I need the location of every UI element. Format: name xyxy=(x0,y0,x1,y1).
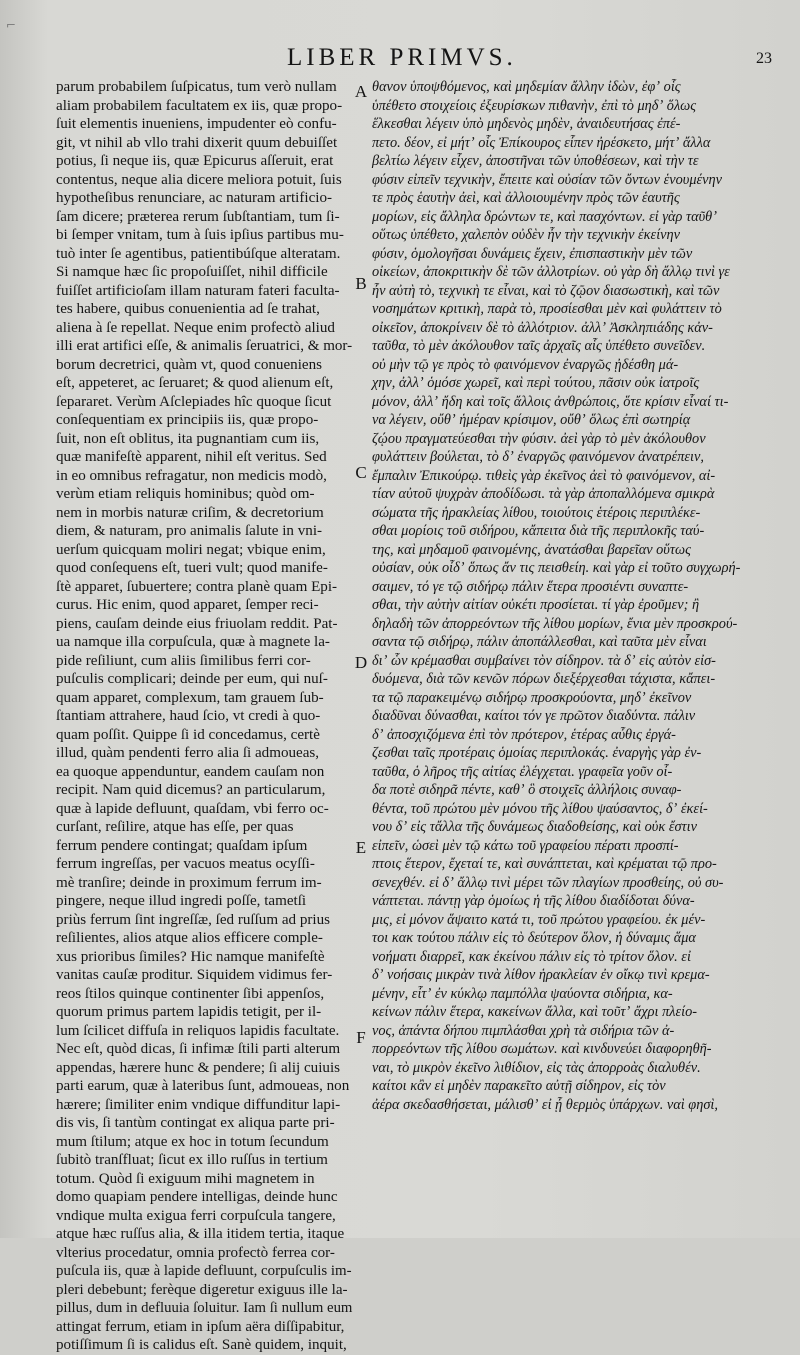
latin-text-line: dis vis, ſi tantùm contingat ex aliqua parte pri- xyxy=(56,1114,335,1131)
greek-text-line: βελτίω λέγειν εἶχεν, ἀποστῆναι τῶν ὑποθέσεων, καὶ τὴν τε xyxy=(372,153,699,169)
latin-text-line: fuiſſet artificioſam illam naturam fateri faculta- xyxy=(56,281,340,299)
latin-text-line: mum ſtilum; atque ex hoc in totum ſecundum xyxy=(56,1132,329,1150)
greek-text-line: φύσιν, ὁμολογῆσαι δυνάμεις ἔχειν, ἐπισπαστικὴν μὲν τῶν xyxy=(372,245,693,262)
latin-text-line: git, vt nihil ab vllo trahi dixerit quum debuiſſet xyxy=(56,133,338,151)
margin-letter: B xyxy=(355,274,367,293)
greek-text-line: τε πρὸς ἑαυτὴν ἀεὶ, καὶ ἀλλοιουμένην πρὸς τῶν ἑαυτῆς xyxy=(372,190,680,206)
greek-text-line: μορίων, εἰς ἄλληλα δρώντων τε, καὶ πασχόντων. εἰ γὰρ ταῦθʼ xyxy=(372,208,717,225)
latin-text-line: quæ à lapide defluunt, quaſdam, vbi ferro oc- xyxy=(56,799,329,817)
greek-text-line: νοήματι διαρρεῖ, κακ ἐκείνου πάλιν εἰς τὸ τρίτον ὅλον. εἰ xyxy=(372,948,691,965)
latin-text-line: diem, & naturam, pro animalis ſalute in vni- xyxy=(56,522,323,539)
greek-text-line: χην, ἀλλʼ ὁμόσε χωρεῖ, καὶ περὶ τούτου, πᾶσιν οὐκ ἰατροῖς xyxy=(372,375,700,391)
greek-text-line: νος, ἀπάντα δήπου πιμπλάσθαι χρὴ τὰ σιδήρια τῶν ἀ- xyxy=(372,1022,675,1039)
greek-text-line: δʼ ἀποσχιζόμενα ἐπὶ τὸν πρότερον, ἑτέρας αὖθις ἐργά- xyxy=(372,726,676,743)
greek-text-line: διαδῦναι δύνασθαι, καίτοι τόν γε πρῶτον διαδύντα. πάλιν xyxy=(372,708,696,724)
margin-letter: A xyxy=(354,82,368,101)
greek-text-line: θανον ὑποψθόμενος, καὶ μηδεμίαν ἄλλην ἰδὼν, ἐφʼ οἷς xyxy=(372,79,681,95)
latin-text-line: tes habere, quibus conuenientia ad ſe trahat, xyxy=(56,300,320,317)
greek-text-line: ταῦθα, ὁ λῆρος τῆς αἰτίας ἐλέγχεται. γραφεῖα γοῦν οἶ- xyxy=(372,763,673,780)
greek-text-line: να λέγειν, οὔθʼ ἡμέραν κρίσιμον, οὔθʼ ὅλως ἐπὶ σωτηρίᾳ xyxy=(372,412,691,428)
greek-text-line: σαιμεν, τό γε τῷ σιδήρῳ πάλιν ἕτερα προσιέντι συναπτε- xyxy=(372,578,689,595)
latin-text-line: puſculis complicari; deinde per eum, qui nuſ- xyxy=(56,670,328,687)
latin-text-line: pide reſiliunt, cum aliis ſimilibus ferri cor- xyxy=(56,651,311,669)
greek-text-line: σώματα τῆς ἡρακλείας λίθου, τοιούτοις ἑτέροις περιπλέκε- xyxy=(372,504,701,521)
latin-text-line: mè tranſire; deinde in proximum ferrum im- xyxy=(56,873,322,891)
latin-text-line: parti earum, quæ à lateribus ſunt, admoueas, non xyxy=(56,1077,350,1094)
latin-text-line: illi erat artifici eſſe, & animalis ſeruatrici, & mor- xyxy=(56,337,353,354)
latin-text-line: Nec eſt, quòd dicas, ſi infimæ ſtili parti alterum xyxy=(56,1040,341,1057)
greek-text-line: ἕλκεσθαι λέγειν ὑπὸ μηδενὸς μηδὲν, ἀναιδευτήσας ἐπέ- xyxy=(372,116,681,132)
latin-text-line: ua namque illa corpuſcula, quæ à magnete la- xyxy=(56,633,330,650)
latin-text-line: conſequentiam ex principiis iis, quæ propo- xyxy=(56,411,319,428)
greek-text-line: τίαν αὐτοῦ ψυχρὰν ἀποδίδωσι. τὰ γὰρ ἀποπαλλόμενα σμικρὰ xyxy=(372,486,715,502)
latin-text-line: contentus, neque alia dicere meliora potuit, ſuis xyxy=(56,170,342,188)
greek-text-line: σενεχθέν. εἰ δʼ ἄλλῳ τινὶ μέρει τῶν πλαγίων προσθείης, οὐ συ- xyxy=(372,874,724,891)
latin-text-line: nem in morbis naturæ criſim, & decretorium xyxy=(56,503,324,521)
latin-text-line: in eo omnibus refragatur, non medicis modò, xyxy=(56,466,327,484)
greek-text-line: οἰκείων, ἀποκριτικὴν δὲ τῶν ἀλλοτρίων. οὐ γὰρ δὴ ἄλλῳ τινὶ γε xyxy=(372,264,730,280)
margin-letter: E xyxy=(355,838,367,857)
latin-text-line: ſam dicere; præterea rerum ſubſtantiam, tum ſi- xyxy=(56,207,340,225)
running-title: LIBER PRIMVS. xyxy=(287,44,517,71)
latin-text-line: aliena à ſe repellat. Neque enim profectò aliud xyxy=(56,318,335,336)
greek-text-line: οὕτως ὑπέθετο, χαλεπὸν οὐδὲν ἦν τὴν τεχνικὴν ἐκείνην xyxy=(372,227,680,243)
greek-text-line: πορρεόντων τῆς λίθου σωμάτων. καὶ κινδυνεύει διαφορηθῆ- xyxy=(372,1041,712,1057)
greek-text-line: καίτοι κἂν εἰ μηδὲν παρακεῖτο αὐτῇ σίδηρον, εἰς τὸν xyxy=(372,1078,666,1094)
latin-text-line: xus prioribus ſimiles? Hic namque manifeſtè xyxy=(56,947,325,965)
latin-text-line: ſtantiam attrahere, haud ſcio, vt credi à quo- xyxy=(56,707,321,724)
latin-text-line: ferrum ingreſſas, per vacuos meatus ocyſſi- xyxy=(56,855,315,872)
latin-text-line: pleri debebunt; ferèque digeretur exiguus ille la- xyxy=(56,1280,348,1298)
greek-text-line: σθαι μορίοις τοῦ σιδήρου, κἄπειτα διὰ τῆς περιπλοκῆς ταύ- xyxy=(372,523,705,539)
latin-text-line: hypotheſibus renunciare, ac naturam artificio- xyxy=(56,189,333,206)
latin-text-line: quæ manifeſtè apparent, nihil eſt veritus. Sed xyxy=(56,448,327,465)
latin-text-line: parum probabilem ſuſpicatus, tum verò nullam xyxy=(56,78,337,95)
latin-text-line: aliam probabilem facultatem ex iis, quæ propo- xyxy=(56,96,343,114)
greek-text-line: ταῦθα, τὸ μὲν ἀκόλουθον ταῖς ἀρχαῖς αἷς ὑπέθετο συνεῖδεν. xyxy=(372,338,706,354)
latin-text-line: ſuit elementis inueniens, impudenter eò confu- xyxy=(56,115,337,132)
latin-text-line: pingere, neque illud ingredi poſſe, tametſi xyxy=(56,892,307,909)
greek-text-line: ἔμπαλιν Ἐπικούρῳ. τιθεὶς γὰρ ἐκεῖνος ἀεὶ τὸ φαινόμενον, αἰ- xyxy=(372,467,716,484)
latin-text-line: potius, ſi neque iis, quæ Epicurus aſſeruit, erat xyxy=(56,152,334,169)
greek-text-line: πτοις ἕτερον, ἔχεταί τε, καὶ συνάπτεται, καὶ κρέμαται τῷ προ- xyxy=(372,856,717,872)
latin-text-line: atque hæc ruſſus alia, & illa itidem tertia, itaque xyxy=(56,1225,345,1242)
latin-text-line: potiſſimum ſi is calidus eſt. Sanè quidem, inquit, xyxy=(56,1336,347,1353)
page-header xyxy=(0,44,800,74)
greek-text-line: φυλάττειν βούλεται, τὸ δʼ ἐναργῶς φαινόμενον ἀνατρέπειν, xyxy=(372,449,704,465)
latin-text-line: ea quoque appenduntur, eandem cauſam non xyxy=(56,762,325,780)
latin-text-line: quorum primus partem lapidis tetigit, per il- xyxy=(56,1003,322,1020)
latin-text-line: recipit. Nam quid dicemus? an particularum, xyxy=(56,781,326,798)
latin-text-line: verùm etiam reliquis hominibus; quòd om- xyxy=(56,485,315,502)
greek-text-line: σθαι, τὴν αὐτὴν αἰτίαν οὐκέτι προσίεται. τί γὰρ ἐροῦμεν; ἢ xyxy=(372,597,700,613)
greek-text-line: δʼ νοήσαις μικρὰν τινὰ λίθον ἡρακλείαν ἐν οἴκῳ τινὶ κρεμα- xyxy=(372,967,710,983)
greek-text-line: ζῴου πραγματεύεσθαι τὴν φύσιν. ἀεὶ γὰρ τὸ μὲν ἀκόλουθον xyxy=(372,430,706,447)
latin-text-line: quod conſequens eſt, tueri vult; quod manife- xyxy=(56,559,328,576)
latin-text-line: totum. Quòd ſi exiguum mihi magnetem in xyxy=(56,1169,315,1187)
greek-text-line: της, καὶ μηδαμοῦ φαινομένης, ἀνατάσθαι βαρεῖαν οὕτως xyxy=(372,541,691,558)
greek-column xyxy=(372,78,792,1114)
greek-text-line: νοσημάτων κριτικὴ, παρὰ τὸ, προσίεσθαι μὲν καὶ φυλάττειν τὸ xyxy=(372,301,722,317)
greek-text-line: ναι, τὸ μικρὸν ἐκεῖνο λιθίδιον, εἰς τὰς ἀπορροὰς διαλυθέν. xyxy=(372,1059,701,1076)
latin-text-line: borum decretrici, quàm vt, quod conueniens xyxy=(56,355,323,373)
latin-text-line: hærere; ſimiliter enim vndique diffunditur lapi- xyxy=(56,1095,341,1113)
latin-text-line: appendas, hærere hunc & pendere; ſi alij cuiuis xyxy=(56,1058,341,1076)
greek-text-line: δυόμενα, διὰ τῶν κενῶν πόρων διεξέρχεσθαι τάχιστα, κἄπει- xyxy=(372,671,716,687)
latin-text-line: vanitas cauſæ proditur. Siquidem vidimus fer- xyxy=(56,966,333,983)
greek-text-line: οἰκεῖον, ἀποκρίνειν δὲ τὸ ἀλλότριον. ἀλλʼ Ἀσκληπιάδης κἀν- xyxy=(372,319,713,336)
greek-text-line: οὐσίαν, οὐκ οἶδʼ ὅπως ἄν τις πεισθείη. καὶ γὰρ εἰ τοῦτο συγχωρή- xyxy=(372,560,741,576)
greek-text-line: σαντα τῷ σιδήρῳ, πάλιν ἀποπάλλεσθαι, καὶ ταῦτα μὲν εἶναι xyxy=(372,634,707,650)
latin-text-line: tuò inter ſe agentibus, patientibúſque alteratam. xyxy=(56,244,341,262)
latin-column xyxy=(56,78,354,1355)
greek-text-line: διʼ ὧν κρέμασθαι συμβαίνει τὸν σίδηρον. τὰ δʼ εἰς αὐτὸν εἰσ- xyxy=(372,652,716,669)
latin-text-line: reſilientes, alios atque alios efficere comple- xyxy=(56,929,323,946)
greek-text-line: ἦν αὐτὴ τὸ, τεχνικὴ τε εἶναι, καὶ τὸ ζῷον διασωστικὴ, καὶ τῶν xyxy=(372,282,720,299)
latin-text-line: piens, cauſam deinde eius friuolam reddit. Pat- xyxy=(56,614,338,632)
corner-mark: ⌐ xyxy=(6,18,17,32)
latin-text-line: lum ſcilicet diffuſa in reliquos lapidis facultate. xyxy=(56,1021,340,1039)
latin-text-line: pillus, dum in defluuia ſoluitur. Iam ſi nullum eum xyxy=(56,1299,353,1316)
greek-text-line: εἰπεῖν, ὡσεὶ μὲν τῷ κάτω τοῦ γραφείου πέρατι προσπί- xyxy=(372,837,679,854)
greek-text-line: δα ποτὲ σιδηρᾶ πέντε, καθʼ ὃ στοιχεῖς ἀλλήλοις συναφ- xyxy=(372,782,682,798)
latin-text-line: ſubitò tranſfluat; ſicut ex illo ruſſus in tertium xyxy=(56,1151,328,1168)
latin-text-line: ſuit, non eſt oblitus, ita pugnantiam cum iis, xyxy=(56,429,320,447)
greek-text-line: ζεσθαι ταῖς προτέραις ὁμοίας περιπλοκάς. ἐναργὴς γὰρ ἐν- xyxy=(372,745,702,761)
latin-text-line: domo quapiam pendere intelligas, deinde hunc xyxy=(56,1188,338,1205)
page-number: 23 xyxy=(756,50,772,67)
greek-text-line: μόνον, ἀλλʼ ἤδη καὶ τοῖς ἄλλοις ἀνθρώποις, ὅτε κρίσιν εἶναί τι- xyxy=(372,393,729,410)
margin-letter: C xyxy=(355,463,367,482)
margin-letter: D xyxy=(354,653,368,672)
latin-text-line: curus. Hic enim, quod apparet, ſemper reci- xyxy=(56,596,319,613)
latin-text-line: vlterius procedatur, omnia profectò ferrea cor- xyxy=(56,1243,335,1261)
greek-text-line: μις, εἰ μόνον ἅψαιτο κατά τι, τοῦ πρώτου γραφείου. ἐκ μέν- xyxy=(372,911,706,928)
margin-letter: F xyxy=(356,1028,366,1047)
greek-text-line: μένην, εἶτʼ ἐν κύκλῳ παμπόλλα ψαύοντα σιδήρια, κα- xyxy=(372,985,673,1002)
latin-text-line: ſtè apparet, ſubuertere; contra planè quam Epi- xyxy=(56,577,338,595)
latin-text-line: bi ſemper vnitam, tum à ſuis ipſius partibus mu- xyxy=(56,226,344,243)
latin-text-line: reos ſtilos quinque continenter ſibi appenſos, xyxy=(56,984,325,1002)
latin-text-line: ſepararet. Verùm Aſclepiades hîc quoque ſicut xyxy=(56,392,332,410)
latin-text-line: puſcula iis, quæ à lapide defluunt, corpuſculis im- xyxy=(56,1262,352,1279)
greek-text-line: θέντα, τοῦ πρώτου μὲν μόνου τῆς λίθου ψαύσαντος, δʼ ἐκεί- xyxy=(372,800,708,817)
greek-text-line: δηλαδὴ τῶν ἀπορρεόντων τῆς λίθου μορίων, ἔνια μὲν προσκρού- xyxy=(372,615,738,632)
latin-text-line: Si namque hæc ſic propoſuiſſet, nihil difficile xyxy=(56,263,328,280)
latin-text-line: attingat ferrum, etiam in ipſum aëra diſſipabitur, xyxy=(56,1317,345,1335)
latin-text-line: curſant, reſilire, atque has eſſe, per quas xyxy=(56,818,294,835)
greek-text-line: ἀέρα σκεδασθήσεται, μάλισθʼ εἰ ᾖ θερμὸς ὑπάρχων. ναὶ φησὶ, xyxy=(372,1096,718,1113)
greek-text-line: νάπτεται. πάντῃ γὰρ ὁμοίως ἡ τῆς λίθου διαδίδοται δύνα- xyxy=(372,893,695,909)
latin-text-line: quam poſſit. Quippe ſi id concedamus, certè xyxy=(56,725,320,743)
greek-text-line: νου δʼ εἰς τἄλλα τῆς δυνάμεως διαδοθείσης, καὶ οὐκ ἔστιν xyxy=(372,819,697,835)
latin-text-line: quam apparet, complexum, tam grauem ſub- xyxy=(56,688,324,706)
latin-text-line: ferrum pendere contingat; quaſdam ipſum xyxy=(56,836,308,854)
greek-text-line: πετο. δέον, εἰ μήτʼ οἷς Ἐπίκουρος εἶπεν ἠρέσκετο, μήτʼ ἄλλα xyxy=(372,134,711,151)
latin-text-line: vndique multa exigua ferri corpuſcula tangere, xyxy=(56,1206,336,1224)
greek-text-line: κείνων πάλιν ἕτερα, κακείνων ἄλλα, καὶ τοῦτʼ ἄχρι πλείο- xyxy=(372,1004,698,1020)
latin-text-line: uerſum quicquam moliri negat; vbique enim, xyxy=(56,540,326,558)
greek-text-line: τα τῷ παρακειμένῳ σιδήρῳ προσκρούοντα, μηδʼ ἐκεῖνον xyxy=(372,689,692,706)
latin-text-line: priùs ferrum ſint ingreſſæ, ſed ruſſum ad prius xyxy=(56,910,331,928)
latin-text-line: illud, quàm pendenti ferro alia ſi admoueas, xyxy=(56,744,320,761)
greek-text-line: οὐ μὴν τῷ γε πρὸς τὸ φαινόμενον ἐναργῶς ᾐδέσθη μά- xyxy=(372,356,679,373)
greek-text-line: ὑπέθετο στοιχείοις ἐξευρίσκων πιθανὴν, ἐπὶ τὸ μηδʼ ὅλως xyxy=(372,97,697,114)
latin-text-line: eſt, appeteret, ac ſeruaret; & quod alienum eſt, xyxy=(56,374,334,391)
greek-text-line: φύσιν εἰπεῖν τεχνικὴν, ἔπειτε καὶ οὐσίαν τῶν ὄντων ἑνουμένην xyxy=(372,171,722,188)
greek-text-line: τοι κακ τούτου πάλιν εἰς τὸ δεύτερον ὅλον, ἡ δύναμις ἅμα xyxy=(372,930,696,946)
